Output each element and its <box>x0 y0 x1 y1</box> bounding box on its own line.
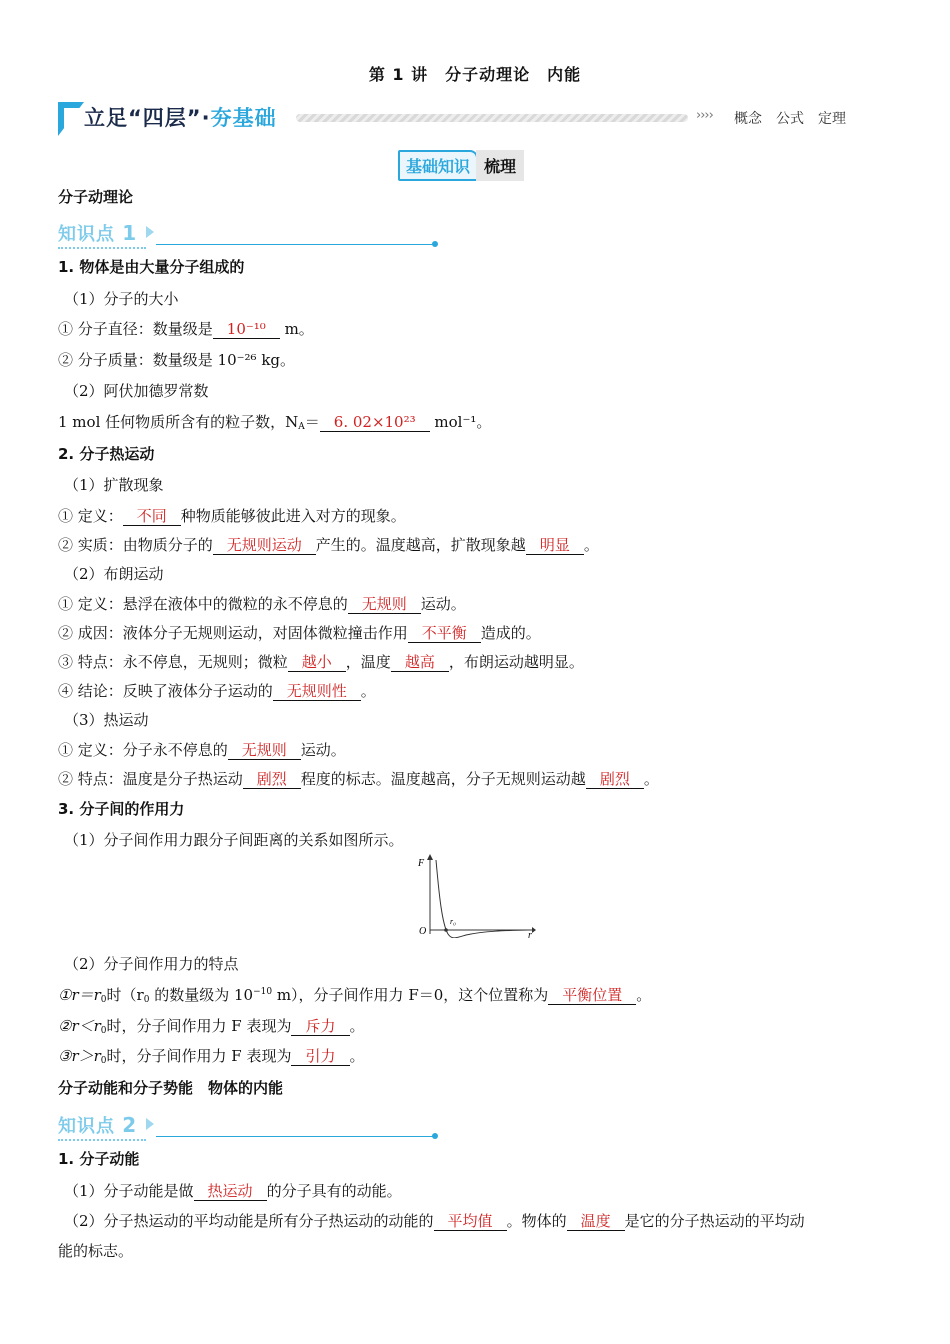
answer-blank: 10⁻¹⁰ <box>213 320 280 339</box>
text: 。 <box>360 682 376 700</box>
s3-feature-equal <box>58 984 651 1005</box>
answer-blank: 6. 02×10²³ <box>320 413 430 432</box>
banner-title-prefix: 立足“四层”· <box>84 106 211 130</box>
text: ④ 结论：反映了液体分子运动的 <box>58 682 273 700</box>
text: 运动。 <box>420 595 466 613</box>
text: 是它的分子热运动的平均动 <box>624 1212 805 1230</box>
triangle-icon <box>146 226 154 238</box>
answer-blank: 平衡位置 <box>548 986 636 1005</box>
text: ③ 特点：永不停息，无规则；微粒 <box>58 653 288 671</box>
s2-sub3: （3）热运动 <box>64 711 149 729</box>
text: 运动。 <box>300 741 346 759</box>
s3-feature-less <box>58 1015 365 1036</box>
text: 程度的标志。温度越高，分子无规则运动越 <box>300 770 586 788</box>
answer-blank: 温度 <box>567 1212 625 1231</box>
chevrons-icon: ›››› <box>696 108 713 123</box>
answer-blank: 无规则 <box>228 741 301 760</box>
divider-line <box>156 1136 434 1137</box>
text: （2）分子热运动的平均动能是所有分子热运动的动能的 <box>64 1212 434 1230</box>
text: ② 成因：液体分子无规则运动，对固体微粒撞击作用 <box>58 624 408 642</box>
lecture-title: 第 1 讲 分子动理论 内能 <box>368 65 582 84</box>
knowledge-point-number: 2 <box>122 1113 138 1137</box>
text: 时，分子间作用力 F 表现为 <box>106 1017 292 1035</box>
s2-brownian-def <box>58 593 466 614</box>
s2-brownian-cause <box>58 622 541 643</box>
text: 的数量级为 10 <box>149 986 254 1004</box>
s4-kinetic-average-cont: 能的标志。 <box>58 1242 134 1260</box>
knowledge-point-2 <box>58 1112 438 1142</box>
section-label-plain: 梳理 <box>476 150 524 181</box>
text: 。 <box>643 770 659 788</box>
heading-molecular-theory: 分子动理论 <box>58 188 134 206</box>
s3-sub2: （2）分子间作用力的特点 <box>64 955 239 973</box>
s2-thermal-feature <box>58 768 659 789</box>
s4-kinetic-def <box>64 1180 402 1201</box>
text: 造成的。 <box>480 624 541 642</box>
s1-avogadro <box>58 411 491 432</box>
text: （1）分子动能是做 <box>64 1182 194 1200</box>
subscript: 0 <box>100 1056 107 1066</box>
answer-blank: 不平衡 <box>408 624 481 643</box>
answer-blank: 无规则性 <box>273 682 361 701</box>
section-banner <box>58 100 868 140</box>
banner-corner-icon <box>58 102 84 136</box>
s2-heading: 2. 分子热运动 <box>58 445 155 463</box>
text: ，布朗运动越明显。 <box>448 653 584 671</box>
text: ① 定义： <box>58 507 123 525</box>
force-curve <box>436 860 528 938</box>
divider-dot-icon <box>432 241 438 247</box>
s3-sub1: （1）分子间作用力跟分子间距离的关系如图所示。 <box>64 831 404 849</box>
s2-thermal-def <box>58 739 346 760</box>
text: 。物体的 <box>506 1212 567 1230</box>
s1-diameter <box>58 318 314 339</box>
text: ，温度 <box>345 653 391 671</box>
banner-concepts: 概念 公式 定理 <box>734 111 846 127</box>
text: ③r＞r <box>58 1047 101 1065</box>
answer-blank: 不同 <box>123 507 181 526</box>
knowledge-point-number: 1 <box>122 221 138 245</box>
knowledge-point-label <box>58 220 137 246</box>
y-axis-arrow-icon <box>427 854 433 860</box>
answer-blank: 越小 <box>288 653 346 672</box>
knowledge-point-text: 知识点 <box>58 224 115 245</box>
text: 的分子具有的动能。 <box>266 1182 402 1200</box>
s2-brownian-feature <box>58 651 584 672</box>
banner-title-accent: 夯基础 <box>210 106 277 130</box>
s3-feature-greater <box>58 1045 365 1066</box>
r0-point <box>444 928 448 932</box>
force-distance-graph <box>414 854 536 938</box>
knowledge-point-text: 知识点 <box>58 1116 115 1137</box>
text: ①r＝r <box>58 986 101 1004</box>
answer-blank: 剧烈 <box>243 770 301 789</box>
text: ＝ <box>304 413 320 431</box>
s3-heading: 3. 分子间的作用力 <box>58 800 185 818</box>
s1-sub1: （1）分子的大小 <box>64 290 179 308</box>
answer-blank: 越高 <box>391 653 449 672</box>
x-axis-arrow-icon <box>532 927 536 933</box>
origin-label: O <box>419 926 427 937</box>
s2-sub1: （1）扩散现象 <box>64 476 164 494</box>
banner-stripe-bar <box>296 114 688 122</box>
text: ① 分子直径：数量级是 <box>58 320 213 338</box>
section-label <box>398 150 524 178</box>
answer-blank: 剧烈 <box>586 770 644 789</box>
text: 产生的。温度越高，扩散现象越 <box>315 536 526 554</box>
heading-kinetic-potential: 分子动能和分子势能 物体的内能 <box>58 1079 284 1097</box>
s2-sub2: （2）布朗运动 <box>64 565 164 583</box>
dotted-divider <box>58 247 146 249</box>
text: 。 <box>583 536 599 554</box>
text: 时，分子间作用力 F 表现为 <box>106 1047 292 1065</box>
text: ② 特点：温度是分子热运动 <box>58 770 243 788</box>
x-axis-label: r <box>528 930 532 938</box>
section-label-boxed: 基础知识 <box>398 150 478 181</box>
answer-blank: 无规则 <box>348 595 421 614</box>
s1-heading: 1. 物体是由大量分子组成的 <box>58 258 245 276</box>
dotted-divider <box>58 1139 146 1141</box>
divider-dot-icon <box>432 1133 438 1139</box>
answer-blank: 明显 <box>526 536 584 555</box>
knowledge-point-label <box>58 1112 137 1138</box>
text: 。 <box>349 1017 365 1035</box>
s4-kinetic-average <box>64 1210 805 1231</box>
knowledge-point-1 <box>58 220 438 250</box>
answer-blank: 平均值 <box>434 1212 507 1231</box>
text: ② 实质：由物质分子的 <box>58 536 213 554</box>
r0-label: r₀ <box>450 917 456 926</box>
subscript: 0 <box>143 995 150 1005</box>
text: 种物质能够彼此进入对方的现象。 <box>180 507 406 525</box>
answer-blank: 无规则运动 <box>213 536 316 555</box>
s2-diffusion-essence <box>58 534 599 555</box>
answer-blank: 热运动 <box>194 1182 267 1201</box>
subscript: A <box>298 422 305 432</box>
text: 时（r <box>106 986 144 1004</box>
s1-mass: ② 分子质量：数量级是 10⁻²⁶ kg。 <box>58 351 296 369</box>
text: m），分子间作用力 F＝0，这个位置称为 <box>272 986 549 1004</box>
text: 1 mol 任何物质所含有的粒子数，N <box>58 413 299 431</box>
answer-blank: 斥力 <box>291 1017 349 1036</box>
triangle-icon <box>146 1118 154 1130</box>
answer-blank: 引力 <box>291 1047 349 1066</box>
s4-heading: 1. 分子动能 <box>58 1150 140 1168</box>
s2-diffusion-def <box>58 505 406 526</box>
text: ②r＜r <box>58 1017 101 1035</box>
text: mol⁻¹。 <box>429 413 492 431</box>
y-axis-label: F <box>418 858 425 869</box>
text: ① 定义：分子永不停息的 <box>58 741 228 759</box>
banner-title <box>84 102 277 132</box>
text: 。 <box>636 986 652 1004</box>
subscript: 0 <box>100 995 107 1005</box>
superscript: −10 <box>253 987 273 997</box>
subscript: 0 <box>100 1026 107 1036</box>
text: m。 <box>279 320 314 338</box>
s2-brownian-conclusion <box>58 680 376 701</box>
s1-sub2: （2）阿伏加德罗常数 <box>64 382 209 400</box>
divider-line <box>156 244 434 245</box>
text: ① 定义：悬浮在液体中的微粒的永不停息的 <box>58 595 348 613</box>
text: 。 <box>349 1047 365 1065</box>
